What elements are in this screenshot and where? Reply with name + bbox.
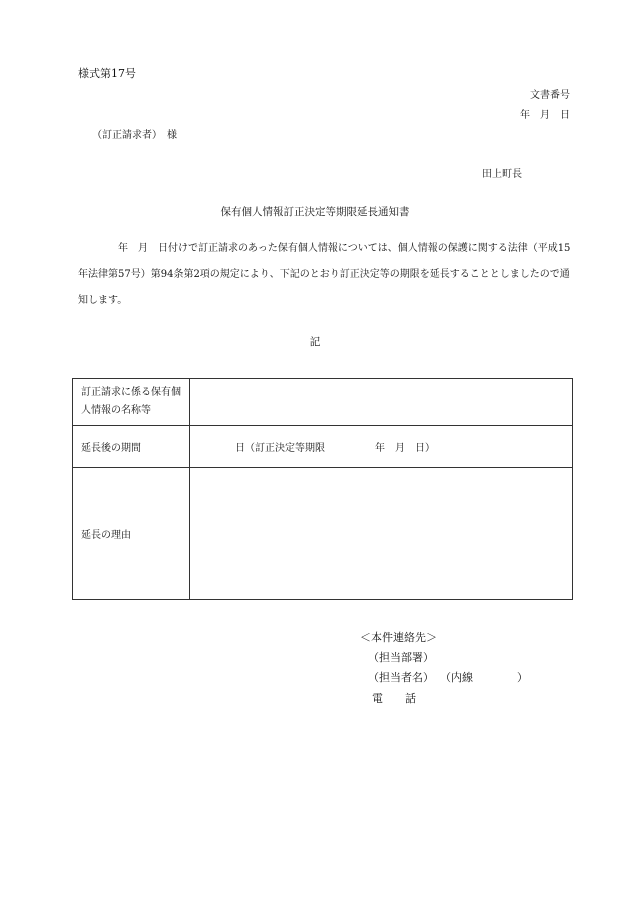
addressee: （訂正請求者） 様	[92, 130, 177, 141]
table-row	[73, 468, 573, 600]
document-number-label: 文書番号	[530, 90, 570, 101]
contact-extension: （内線 ）	[440, 671, 528, 684]
body-paragraph: 年 月 日付けで訂正請求のあった保有個人情報については、個人情報の保護に関する法律（平成15年法律第57号）第94条第2項の規定により、下記のとおり訂正決定等の期限を延長することとしましたので通知します。	[78, 243, 571, 306]
contact-department: （担当部署）	[368, 651, 434, 664]
sender: 田上町長	[482, 169, 522, 180]
form-number: 様式第17号	[78, 67, 136, 80]
contact-person: （担当者名）	[368, 671, 434, 684]
row-value-extended-period-text: 日（訂正決定等期限 年 月 日）	[235, 443, 435, 454]
ki-heading: 記	[309, 336, 321, 348]
row-label-reason: 延長の理由	[73, 468, 190, 600]
date-line: 年 月 日	[520, 110, 570, 121]
document-title: 保有個人情報訂正決定等期限延長通知書	[220, 206, 410, 218]
row-value-reason	[190, 468, 573, 600]
row-label-extended-period-text: 延長後の期間	[81, 443, 141, 454]
row-value-extended-period	[190, 426, 573, 468]
table-row	[73, 379, 573, 426]
contact-heading: ＜本件連絡先＞	[360, 631, 437, 644]
row-label-info-name: 訂正請求に係る保有個人情報の名称等	[73, 379, 190, 426]
info-table	[72, 378, 573, 600]
row-value-info-name	[190, 379, 573, 426]
table-row	[73, 426, 573, 468]
row-label-extended-period	[73, 426, 190, 468]
contact-phone: 電 話	[372, 692, 416, 705]
